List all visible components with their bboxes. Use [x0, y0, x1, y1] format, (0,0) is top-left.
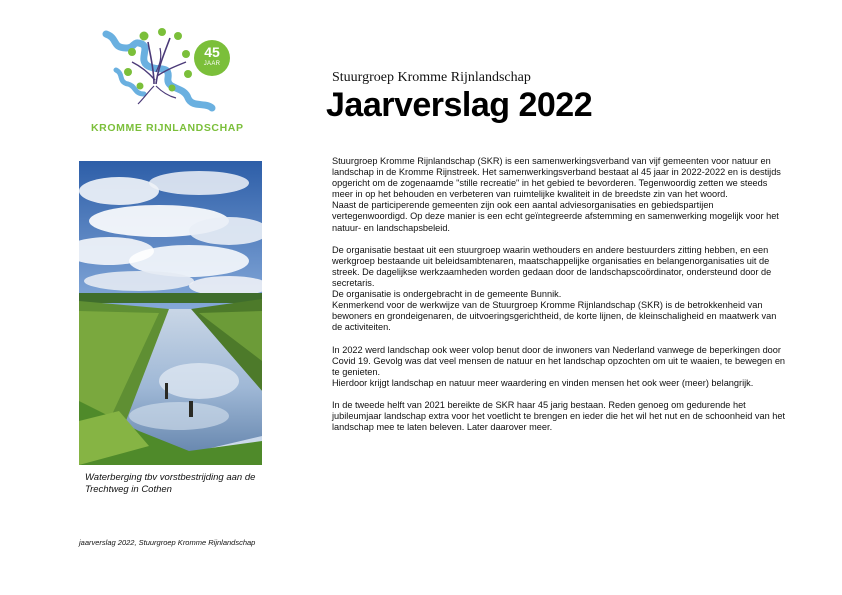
paragraph-line: In de tweede helft van 2021 bereikte de SKR haar 45 jarig bestaan. Reden genoeg om gedurende het jubileumjaar landschap extra voor het voetlicht te brengen en ieder die het wil het nut en de schoonheid van het landschap mee te laten beleven. Later daarover meer. [332, 400, 786, 433]
logo-badge-number: 45 [204, 44, 220, 60]
paragraph-organisation [332, 245, 787, 334]
paragraph-line: De organisatie bestaat uit een stuurgroep waarin wethouders en andere bestuurders zitting hebben, en een werkgroep bestaande uit beleidsambtenaren, maatschappelijke organisaties en belangenorganisaties uit de streek. De dagelijkse werkzaamheden worden gedaan door de landschapscoördinator, ondersteund door de secretaris. [332, 244, 772, 289]
logo-badge-label: JAAR [203, 61, 221, 67]
page-footer: jaarverslag 2022, Stuurgroep Kromme Rijnlandschap [79, 538, 256, 547]
landscape-photo [79, 161, 262, 465]
report-subtitle: Stuurgroep Kromme Rijnlandschap [332, 70, 531, 85]
paragraph-intro [332, 156, 787, 234]
paragraph-line: In 2022 werd landschap ook weer volop benut door de inwoners van Nederland vanwege de beperkingen door Covid 19. Gevolg was dat veel mensen de natuur en het landschap opzochten om uit te waaien, te bewegen en te genieten. [332, 344, 786, 377]
logo-name: KROMME RIJNLANDSCHAP [91, 122, 244, 134]
photo-caption: Waterberging tbv vorstbestrijding aan de Trechtweg in Cothen [85, 472, 256, 495]
paragraph-line: Kenmerkend voor de werkwijze van de Stuurgroep Kromme Rijnlandschap (SKR) is de betrokkenheid van bewoners en grondeigenaren, de uitvoeringsgerichtheid, de korte lijnen, de kleinschaligheid en maatwerk van de activiteiten. [332, 300, 777, 333]
paragraph-line: Stuurgroep Kromme Rijnlandschap (SKR) is een samenwerkingsverband van vijf gemeenten voor natuur en landschap in de Kromme Rijnstreek. Het samenwerkingsverband bestaat al 45 jaar in 2022-2022 en is destijds opgericht om de zogenaamde "stille recreatie" in het gebied te bevorderen. Tegenwoordig zetten we steeds meer in op het behouden en verbeteren van ruimtelijke kwaliteit in de breedste zin van het woord. [332, 156, 781, 200]
report-title: Jaarverslag 2022 [326, 86, 593, 124]
paragraph-2022 [332, 345, 787, 389]
paragraph-line: De organisatie is ondergebracht in de gemeente Bunnik. [332, 289, 562, 300]
body-text [332, 156, 787, 444]
paragraph-jubilee [332, 400, 787, 433]
paragraph-line: Hierdoor krijgt landschap en natuur meer waardering en vinden mensen het ook weer (meer) belangrijk. [332, 377, 754, 388]
paragraph-line: Naast de participerende gemeenten zijn ook een aantal adviesorganisaties en gebiedspartijen vertegenwoordigd. Op deze manier is een echt geïntegreerde afstemming en samenwerking mogelijk voor het natuur- en landschapsbeleid. [332, 200, 779, 233]
logo-graphic [88, 24, 238, 119]
logo [88, 24, 258, 136]
